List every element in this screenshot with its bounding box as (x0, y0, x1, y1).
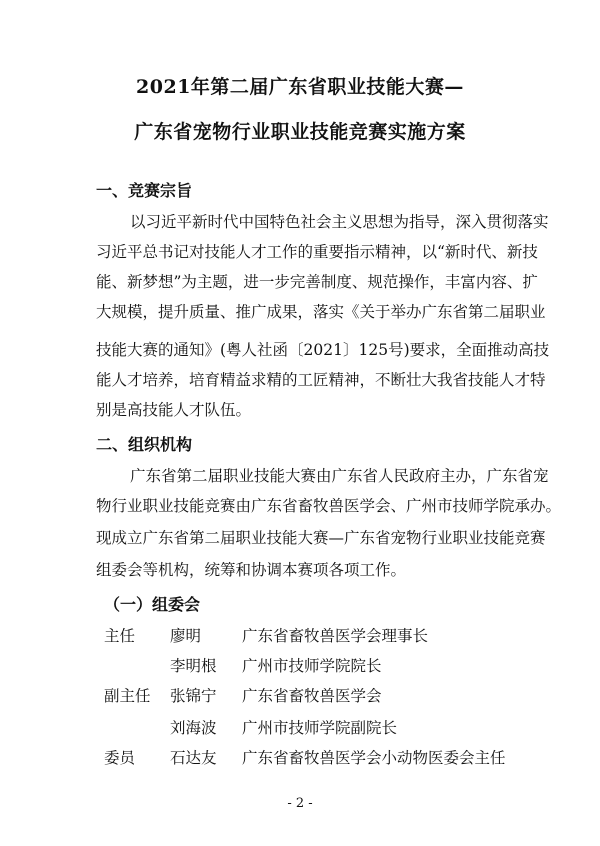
committee-position: 广州市技师学院副院长 (242, 719, 398, 737)
committee-name: 刘海波 (170, 719, 217, 737)
paragraph-line: 物行业职业技能竞赛由广东省畜牧兽医学会、广州市技师学院承办。 (96, 497, 562, 515)
paragraph-line: 以习近平新时代中国特色社会主义思想为指导，深入贯彻落实 (130, 213, 549, 231)
committee-name: 石达友 (170, 749, 217, 767)
paragraph-line: 组委会等机构，统筹和协调本赛项各项工作。 (96, 561, 407, 579)
paragraph-line: 现成立广东省第二届职业技能大赛—广东省宠物行业职业技能竞赛 (96, 529, 546, 547)
committee-position: 广州市技师学院院长 (242, 657, 382, 675)
committee-role: 副主任 (104, 687, 151, 705)
committee-role: 委员 (104, 749, 136, 767)
paragraph-line: 能人才培养，培育精益求精的工匠精神，不断壮大我省技能人才特 (96, 371, 546, 389)
committee-name: 张锦宁 (170, 687, 217, 705)
document-title-line-1: 2021年第二届广东省职业技能大赛— (136, 76, 464, 98)
paragraph-line: 习近平总书记对技能人才工作的重要指示精神，以“新时代、新技 (96, 243, 538, 261)
paragraph-line: 能、新梦想”为主题，进一步完善制度、规范操作，丰富内容、扩 (96, 273, 538, 291)
paragraph-line: 大规模，提升质量、推广成果，落实《关于举办广东省第二届职业 (96, 303, 546, 321)
committee-position: 广东省畜牧兽医学会小动物医委会主任 (242, 749, 506, 767)
section-heading-organization: 二、组织机构 (96, 435, 193, 454)
document-title-line-2: 广东省宠物行业职业技能竞赛实施方案 (134, 121, 466, 143)
committee-position: 广东省畜牧兽医学会 (242, 687, 382, 705)
page-number: - 2 - (287, 796, 313, 811)
paragraph-line: 广东省第二届职业技能大赛由广东省人民政府主办，广东省宠 (130, 467, 549, 485)
committee-name: 李明根 (170, 657, 217, 675)
committee-name: 廖明 (170, 627, 202, 645)
paragraph-line: 技能大赛的通知》(粤人社函〔2021〕125号)要求，全面推动高技 (96, 341, 550, 359)
sub-heading-committee: （一）组委会 (104, 595, 201, 614)
section-heading-purpose: 一、竞赛宗旨 (96, 181, 193, 200)
committee-role: 主任 (104, 627, 136, 645)
committee-position: 广东省畜牧兽医学会理事长 (242, 627, 429, 645)
paragraph-line: 别是高技能人才队伍。 (96, 401, 252, 419)
